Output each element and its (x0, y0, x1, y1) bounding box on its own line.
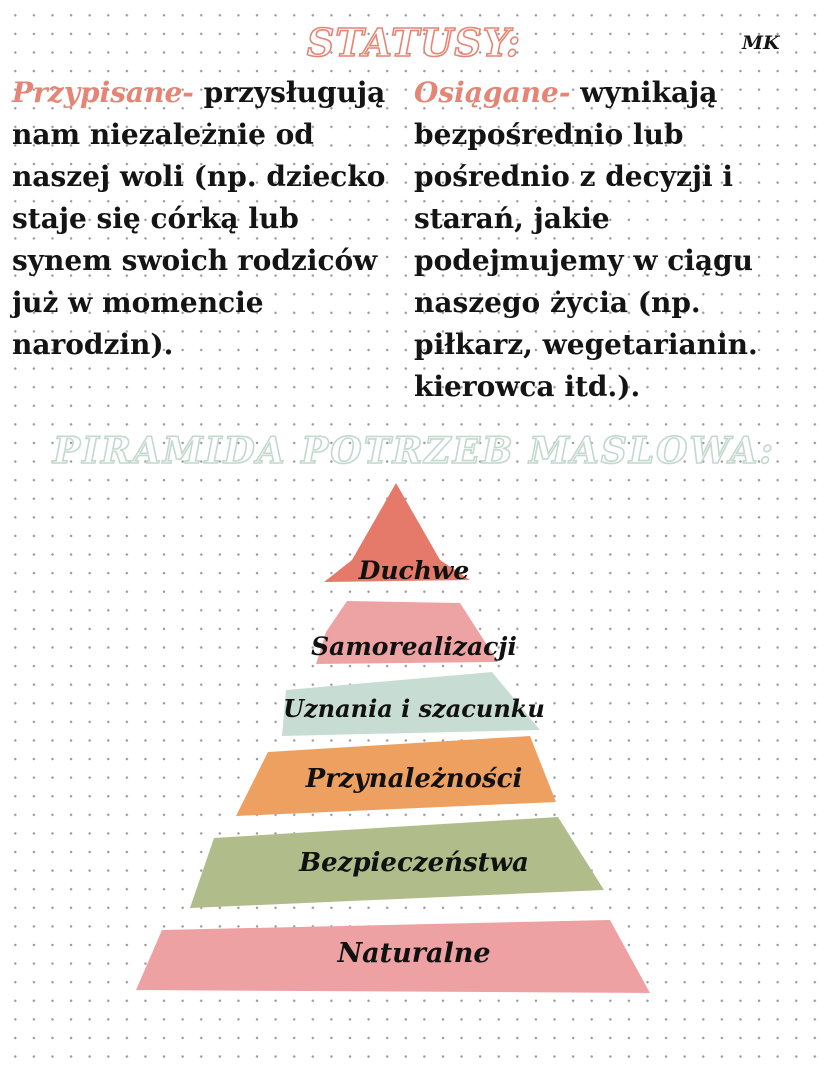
page-title: STATUSY: (306, 20, 522, 65)
author-initials: MK (742, 32, 780, 54)
pyramid-label-uznania: Uznania i szacunku (283, 694, 545, 723)
pyramid-label-samorealizacji: Samorealizacji (311, 632, 517, 661)
achieved-status-term: Osiągane- (414, 76, 571, 109)
pyramid-label-naturalne: Naturalne (337, 938, 491, 969)
achieved-status-text: wynikają bezpośrednio lub pośrednio z decyzji i starań, jakie podejmujemy w ciągu naszego życia (np. piłkarz, wegetarianin. kierowca itd.). (414, 76, 758, 403)
pyramid-label-bezpieczenstwa: Bezpieczeństwa (299, 848, 529, 878)
ascribed-status-text: przysługują nam niezależnie od naszej woli (np. dziecko staje się córką lub synem swoich rodziców już w momencie narodzin). (12, 76, 386, 361)
maslow-pyramid (0, 470, 828, 1010)
ascribed-status-term: Przypisane- (12, 76, 194, 109)
pyramid-title: PIRAMIDA POTRZEB MASLOWA: (53, 430, 775, 472)
ascribed-status-paragraph (12, 72, 404, 366)
achieved-status-paragraph (414, 72, 822, 408)
pyramid-label-przynaleznosci: Przynależności (305, 764, 523, 794)
pyramid-label-duchowe: Duchwe (358, 556, 470, 585)
